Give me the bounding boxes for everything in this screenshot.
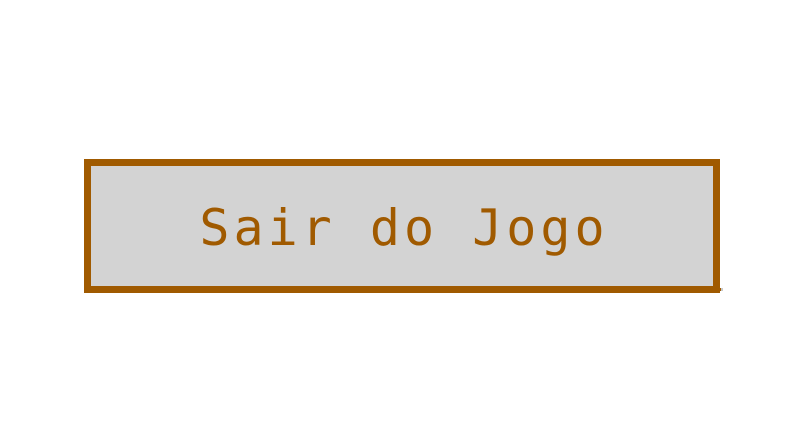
- quit-game-button[interactable]: [84, 159, 720, 293]
- quit-game-label: Sair do Jogo: [199, 199, 609, 257]
